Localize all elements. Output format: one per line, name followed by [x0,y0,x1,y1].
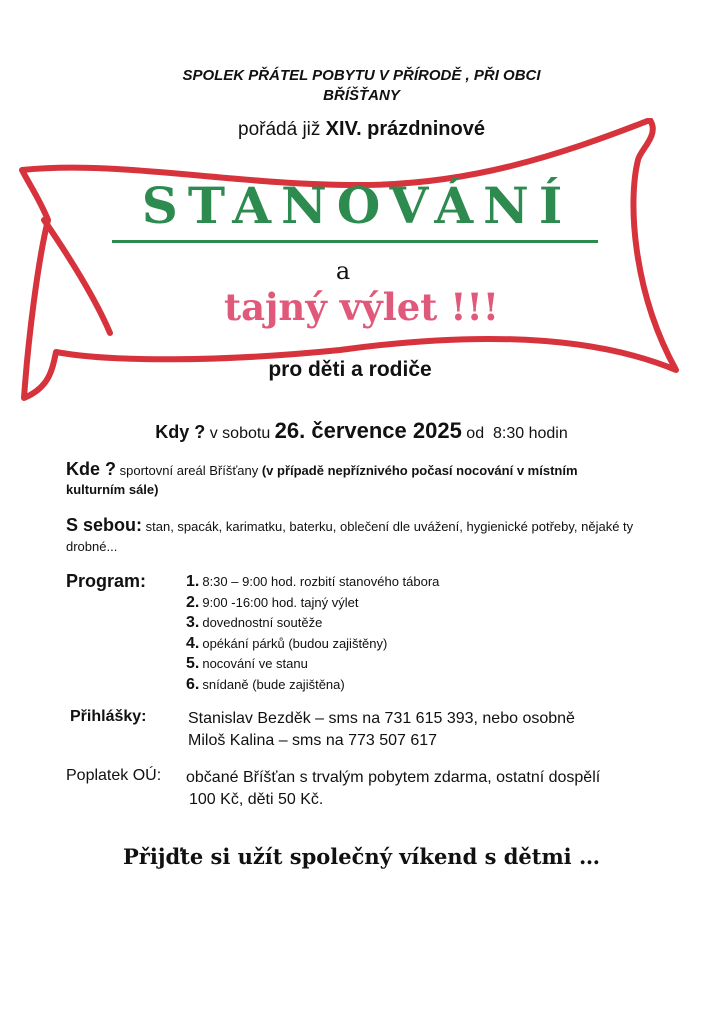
program-item [186,613,586,634]
when-mid: od [466,425,485,442]
bring-section [66,515,636,557]
closing-invitation: Přijďte si užít společný víkend s dětmi … [123,844,600,869]
when-time: 8:30 hodin [492,425,568,442]
when-pre: v sobotu [209,425,271,442]
fee-label: Poplatek OÚ: [66,767,162,784]
program-item-text: dovednostní soutěže [202,615,323,631]
conjunction: a [335,257,351,285]
when-label: Kdy ? [155,422,206,442]
fee-line-2: 100 Kč, děti 50 Kč. [189,791,324,808]
when-line [0,418,723,444]
program-item-text: 9:00 -16:00 hod. tajný výlet [202,594,359,610]
where-note: (v případě nepříznivého počasí nocování v místním kulturním sále) [66,463,578,497]
program-item-number: 4. [186,634,200,652]
main-title: STANOVÁNÍ [141,176,573,235]
program-item [186,654,586,675]
program-list [186,572,586,696]
program-item [186,593,586,614]
registration-contact-2: Miloš Kalina – sms na 773 507 617 [188,732,438,749]
program-item-number: 3. [186,614,200,632]
registration-contact-1: Stanislav Bezděk – sms na 731 615 393, nebo osobně [188,710,575,727]
program-item-number: 1. [186,573,200,590]
organizer-line-1: SPOLEK PŘÁTEL POBYTU V PŘÍRODĚ , PŘI OBCI [182,67,541,84]
when-date: 26. července 2025 [274,418,462,443]
intro-prefix: pořádá již [238,119,321,140]
program-item-text: opékání párků (budou zajištěny) [202,635,388,651]
organizer-line-2: BŘÍŠŤANY [323,87,400,104]
registration-label: Přihlášky: [70,708,147,725]
program-item [186,675,586,696]
program-item [186,634,586,655]
where-section [66,460,626,499]
program-item-text: snídaně (bude zajištěna) [202,676,345,692]
where-place: sportovní areál Bříšťany [119,463,259,478]
intro-edition: XIV. prázdninové [325,118,485,140]
audience: pro děti a rodiče [268,358,432,381]
program-item-number: 5. [186,655,200,673]
program-item [186,572,586,593]
bring-text: stan, spacák, karimatku, baterku, oblečení dle uvážení, hygienické potřeby, nějaké ty drobné... [66,519,634,554]
program-label: Program: [66,571,147,591]
fee-text [186,767,600,811]
title-underline [112,240,598,243]
registration-contacts [188,708,575,752]
program-item-text: nocování ve stanu [202,656,308,672]
program-item-text: 8:30 – 9:00 hod. rozbití stanového tábora [202,574,440,589]
organizer-heading [0,66,723,106]
program-item-number: 6. [186,675,200,693]
bring-label: S sebou: [66,515,143,535]
program-item-number: 2. [186,593,200,611]
where-label: Kde ? [66,459,117,479]
fee-line-1: občané Bříšťan s trvalým pobytem zdarma, ostatní dospělí [186,769,601,786]
subtitle: tajný výlet !!! [223,285,500,329]
